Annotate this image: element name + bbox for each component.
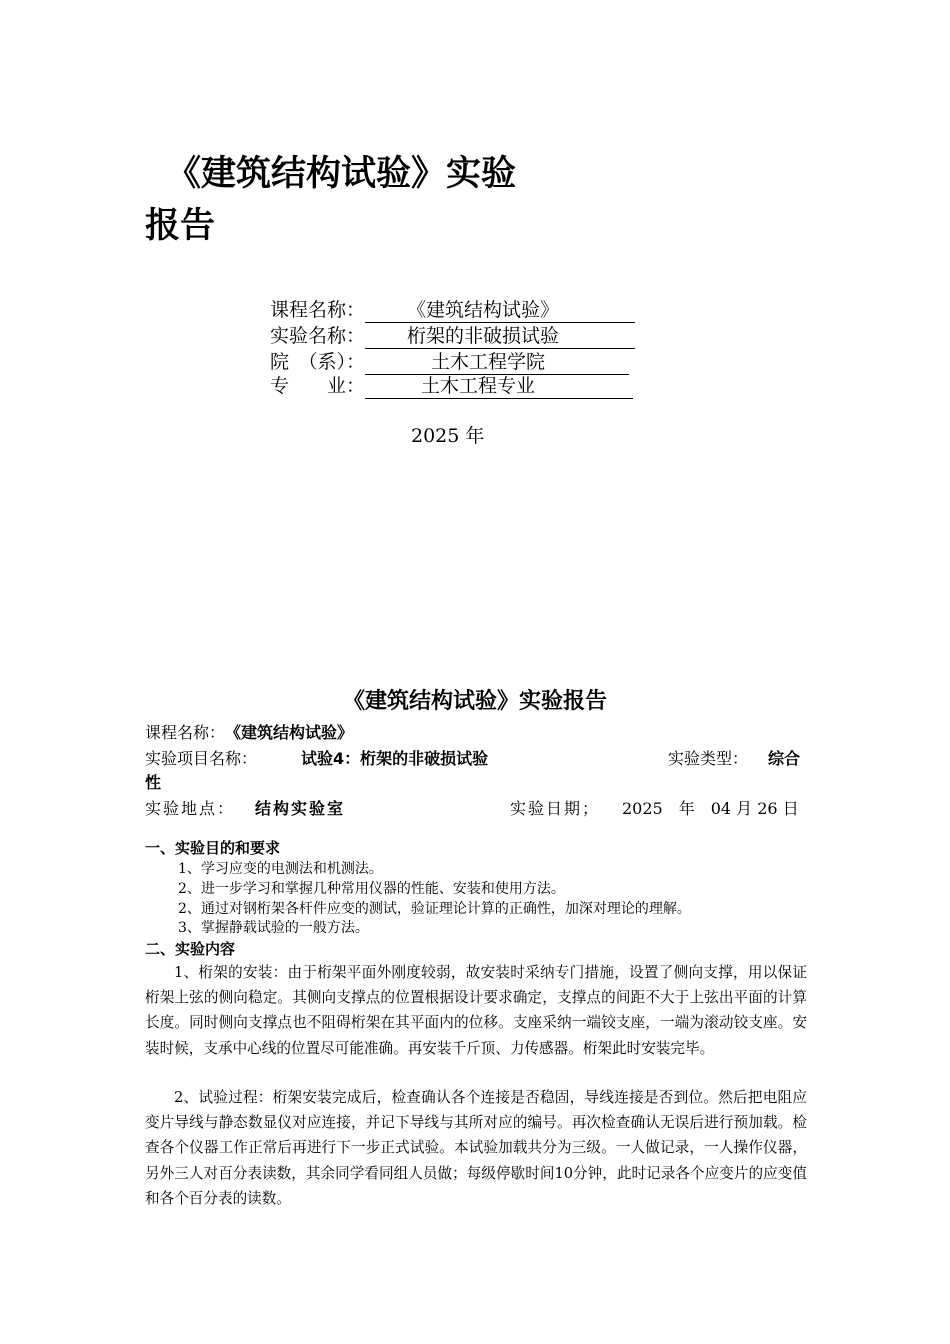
cover-field-label: 专 业： — [270, 375, 366, 397]
report-title: 《建筑结构试验》实验报告 — [342, 689, 607, 714]
project-label: 实验项目名称： — [145, 749, 258, 768]
cover-title-line2: 报告 — [145, 206, 216, 246]
cover-field-value: 土木工程专业 — [365, 374, 633, 399]
cover-field-value: 土木工程学院 — [365, 350, 629, 375]
cover-year: 2025 年 — [411, 425, 485, 447]
course-label: 课程名称： — [145, 723, 226, 742]
cover-field-value: 桁架的非破损试验 — [365, 324, 635, 349]
location-label: 实验地点： — [145, 799, 236, 818]
list-item: 3、掌握静载试验的一般方法。 — [178, 920, 369, 936]
type-value-continued: 性 — [145, 773, 162, 792]
section1-heading: 一、实验目的和要求 — [145, 839, 281, 857]
cover-field-major — [270, 374, 633, 399]
project-value: 试验4：桁架的非破损试验 — [301, 749, 489, 768]
cover-field-course — [270, 298, 635, 323]
cover-field-experiment — [270, 324, 635, 349]
type-value: 综合 — [768, 749, 801, 768]
course-value: 《建筑结构试验》 — [233, 723, 354, 742]
date-label: 实验日期； — [510, 799, 601, 818]
cover-field-label: 院 （系）： — [270, 351, 366, 373]
list-item: 2、通过对钢桁架各杆件应变的测试，验证理论计算的正确性，加深对理论的理解。 — [178, 901, 691, 917]
section2-paragraph-1: 1、桁架的安装：由于桁架平面外刚度较弱，故安装时采纳专门措施，设置了侧向支撑，用以保证桁架上弦的侧向稳定。其侧向支撑点的位置根据设计要求确定，支撑点的间距不大于上弦出平面的计算长度。同时侧向支撑点也不阻碍桁架在其平面内的位移。支座采纳一端铰支座，一端为滚动铰支座。安装时候，支承中心线的位置尽可能准确。再安装千斤顶、力传感器。桁架此时安装完毕。 — [145, 964, 807, 1057]
type-label: 实验类型： — [668, 749, 749, 768]
section2-heading: 二、实验内容 — [145, 940, 236, 958]
cover-field-label: 课程名称： — [270, 299, 366, 321]
list-item: 1、学习应变的电测法和机测法。 — [178, 861, 383, 877]
location-value: 结构实验室 — [255, 799, 346, 818]
cover-field-label: 实验名称： — [270, 325, 366, 347]
cover-field-department — [270, 350, 629, 375]
date-value: 2025 年 04 月 26 日 — [622, 799, 799, 818]
list-item: 2、进一步学习和掌握几种常用仪器的性能、安装和使用方法。 — [178, 881, 565, 897]
cover-field-value: 《建筑结构试验》 — [365, 298, 635, 323]
course-line — [145, 722, 353, 744]
section2-paragraph-2: 2、试验过程：桁架安装完成后，检查确认各个连接是否稳固，导线连接是否到位。然后把电阻应变片导线与静态数显仪对应连接，并记下导线与其所对应的编号。再次检查确认无误后进行预加载。检查各个仪器工作正常后再进行下一步正式试验。本试验加载共分为三级。一人做记录，一人操作仪器，另外三人对百分表读数，其余同学看同组人员做；每级停歇时间10分钟，此时记录各个应变片的应变值和各个百分表的读数。 — [145, 1089, 807, 1207]
cover-title-line1: 《建筑结构试验》实验 — [166, 154, 517, 194]
